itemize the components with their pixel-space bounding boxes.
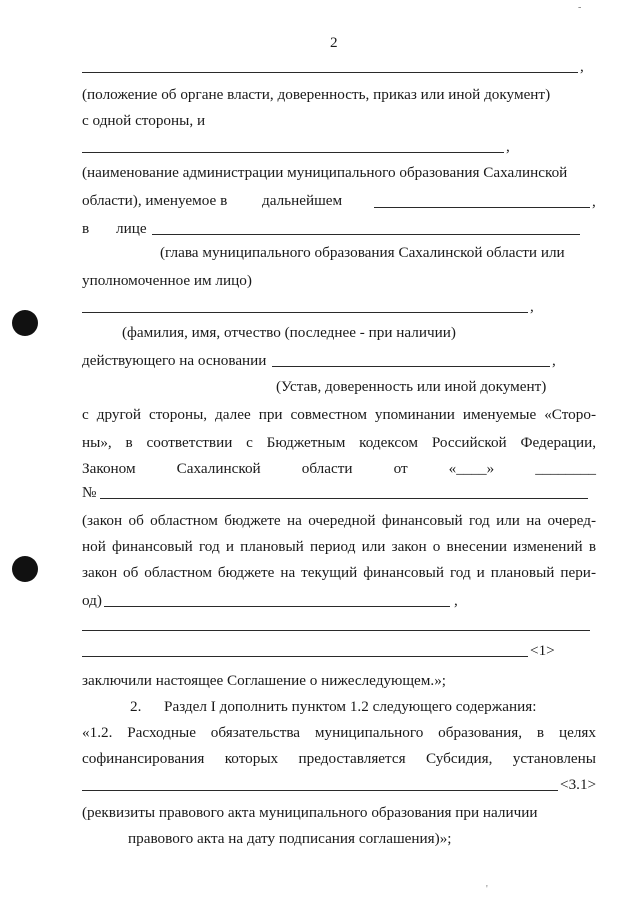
blank-line: [374, 207, 590, 208]
text-line: с другой стороны, далее при совместном упоминании именуемые «Сторо-: [82, 406, 596, 423]
text-line: заключили настоящее Соглашение о нижеследующем.»;: [82, 672, 447, 689]
caption-head-of-municipality: (глава муниципального образования Сахалинской области или: [160, 244, 565, 261]
caption-legal-act: (реквизиты правового акта муниципального образования при наличии: [82, 804, 538, 821]
blank-line: [100, 498, 588, 499]
corner-mark: -: [578, 2, 582, 13]
binder-hole: [12, 310, 38, 336]
blank-line: [82, 656, 528, 657]
blank-line: [272, 366, 550, 367]
number-sign: №: [82, 484, 97, 501]
caption-authorized-person: уполномоченное им лицо): [82, 272, 252, 289]
text-line: ны», в соответствии с Бюджетным кодексом Российской Федерации,: [82, 434, 596, 451]
footnote-ref: <1>: [530, 642, 555, 659]
line-tail: ,: [552, 352, 556, 369]
caption-budget-law: закон об областном бюджете на текущий финансовый год и плановый пери-: [82, 564, 596, 581]
text-line: лице: [116, 220, 147, 237]
caption-budget-law: ной финансовый год и плановый период или закон о внесении изменений в: [82, 538, 596, 555]
text-line: софинансирования которых предоставляется Субсидия, установлены: [82, 750, 596, 767]
caption-full-name: (фамилия, имя, отчество (последнее - при наличии): [122, 324, 456, 341]
page-number: 2: [330, 34, 338, 51]
caption-legal-act: правового акта на дату подписания соглашения)»;: [128, 830, 452, 847]
blank-line: [104, 606, 450, 607]
text-line: дальнейшем: [262, 192, 343, 209]
caption-budget-law: од): [82, 592, 102, 609]
caption-administration: (наименование администрации муниципального образования Сахалинской: [82, 164, 568, 181]
text-line: Раздел I дополнить пунктом 1.2 следующего содержания:: [164, 698, 537, 715]
line-tail: ,: [592, 193, 596, 210]
line-tail: ,: [580, 58, 584, 75]
blank-line: [82, 152, 504, 153]
caption-budget-law: (закон об областном бюджете на очередной финансовый год или на очеред-: [82, 512, 596, 529]
text-line: с одной стороны, и: [82, 112, 206, 129]
text-line: «1.2. Расходные обязательства муниципального образования, в целях: [82, 724, 596, 741]
caption-charter: (Устав, доверенность или иной документ): [276, 378, 547, 395]
blank-line: [152, 234, 580, 235]
law-reference-line: Законом Сахалинской области от «____» ________: [82, 460, 596, 477]
bottom-mark: ': [486, 884, 488, 895]
text-line: в: [82, 220, 90, 237]
item-number: 2.: [130, 698, 142, 715]
line-tail: ,: [530, 298, 534, 315]
text-line: действующего на основании: [82, 352, 267, 369]
footnote-ref: <3.1>: [560, 776, 597, 793]
caption-authority-basis: (положение об органе власти, доверенность, приказ или иной документ): [82, 86, 551, 103]
binder-hole: [12, 556, 38, 582]
blank-line: [82, 790, 558, 791]
text-line: области), именуемое в: [82, 192, 228, 209]
line-tail: ,: [506, 138, 510, 155]
blank-line: [82, 312, 528, 313]
line-tail: ,: [454, 592, 458, 609]
blank-line: [82, 630, 590, 631]
blank-line: [82, 72, 578, 73]
